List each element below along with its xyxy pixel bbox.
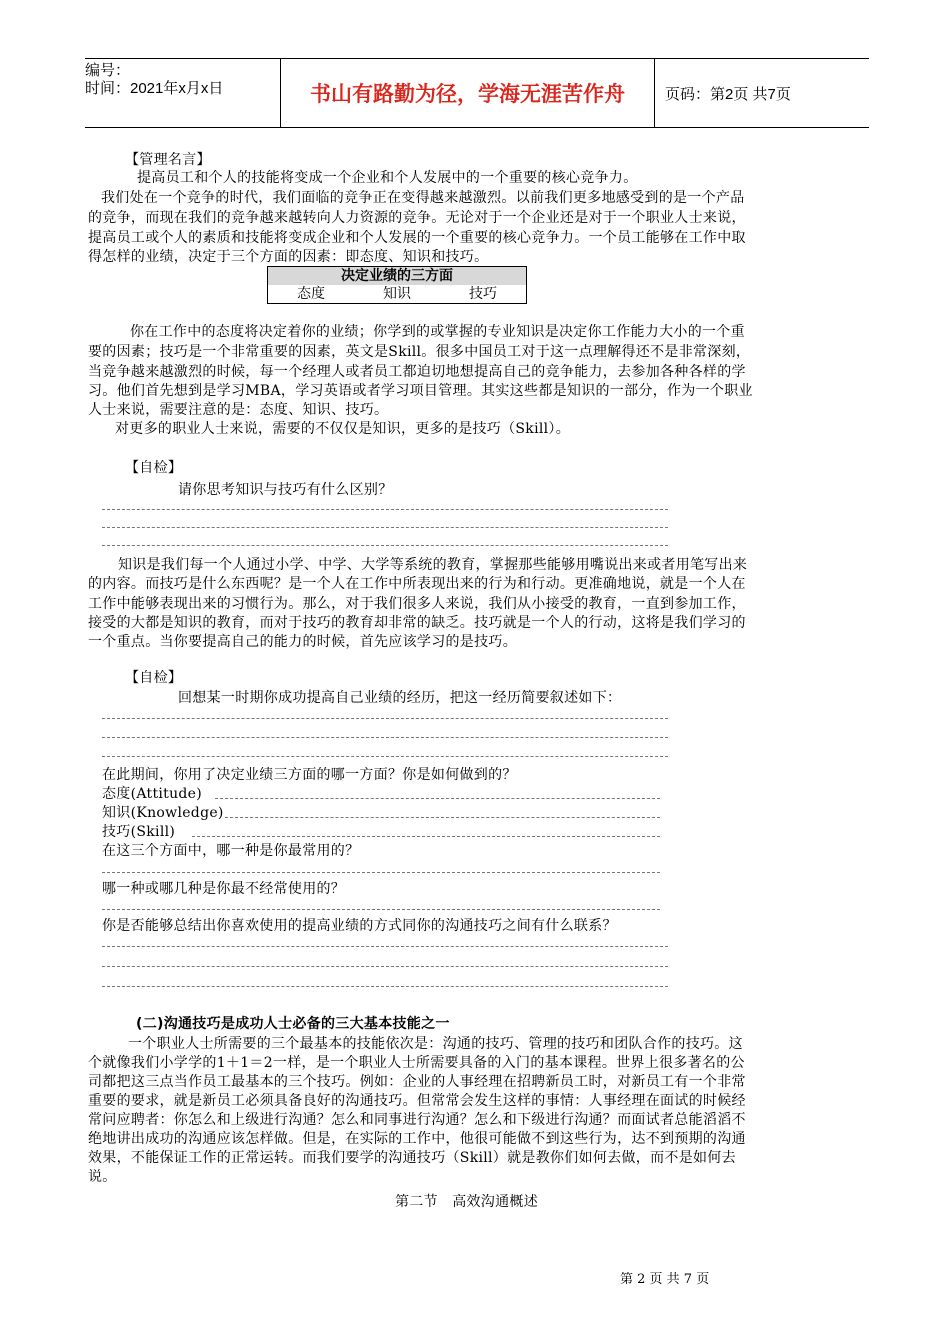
para-line: 对更多的职业人士来说，需要的不仅仅是知识，更多的是技巧（Skill）。	[115, 421, 571, 437]
para-line: 知识是我们每一个人通过小学、中学、大学等系统的教育，掌握那些能够用嘴说出来或者用笔写出来	[118, 557, 748, 573]
self-check-question: 请你思考知识与技巧有什么区别？	[178, 482, 393, 498]
time-label: 时间：2021年x月x日	[85, 80, 224, 97]
page-footer: 第 2 页 共 7 页	[620, 1272, 710, 1287]
para-line: 你在工作中的态度将决定着你的业绩；你学到的或掌握的专业知识是决定你工作能力大小的一个重	[130, 324, 745, 340]
question-text: 哪一种或哪几种是你最不经常使用的？	[102, 881, 346, 897]
answer-line[interactable]	[102, 872, 660, 873]
skill-label: 技巧(Skill)	[102, 824, 176, 840]
table-cell: 态度	[297, 286, 325, 302]
answer-line[interactable]	[102, 966, 668, 967]
para-line: 绝地讲出成功的沟通应该怎样做。但是，在实际的工作中，他很可能做不到这些行为，达不到预期的沟通	[88, 1131, 746, 1147]
heading-self-check: 【自检】	[125, 670, 183, 686]
number-label: 编号：	[85, 62, 131, 79]
para-line: 个就像我们小学学的1＋1＝2一样，是一个职业人士所需要具备的入门的基本课程。世界上很多著名的公	[88, 1055, 745, 1071]
answer-line[interactable]	[102, 946, 668, 947]
para-line: 说。	[88, 1169, 117, 1185]
para-line: 重要的要求，就是新员工必须具备良好的沟通技巧。但常常会发生这样的事情：人事经理在面试的时候经	[88, 1093, 746, 1109]
answer-line[interactable]	[215, 798, 660, 799]
answer-line[interactable]	[102, 986, 668, 987]
para-line: 我们处在一个竞争的时代，我们面临的竞争正在变得越来越激烈。以前我们更多地感受到的是一个产品	[101, 190, 745, 206]
header-page-info: 页码：第2页 共7页	[665, 85, 791, 103]
question-text: 在这三个方面中，哪一种是你最常用的？	[102, 843, 360, 859]
header-left	[85, 59, 280, 127]
para-line: 一个重点。当你要提高自己的能力的时候，首先应该学习的是技巧。	[88, 634, 517, 650]
quote-text: 提高员工和个人的技能将变成一个企业和个人发展中的一个重要的核心竞争力。	[137, 170, 638, 186]
para-line: 习。他们首先想到是学习MBA，学习英语或者学习项目管理。其实这些都是知识的一部分，作为一个职业	[88, 383, 753, 399]
answer-line[interactable]	[102, 527, 668, 528]
section-heading: (二)沟通技巧是成功人士必备的三大基本技能之一	[136, 1016, 450, 1032]
table-title: 决定业绩的三方面	[268, 267, 526, 285]
answer-line[interactable]	[102, 509, 668, 510]
para-line: 得怎样的业绩，决定于三个方面的因素：即态度、知识和技巧。	[88, 249, 489, 265]
para-line: 工作中能够表现出来的习惯行为。那么，对于我们很多人来说，我们从小接受的教育，一直到参加工作，	[88, 596, 746, 612]
question-text: 你是否能够总结出你喜欢使用的提高业绩的方式同你的沟通技巧之间有什么联系？	[102, 918, 617, 934]
answer-line[interactable]	[102, 756, 668, 757]
table-cell: 技巧	[469, 286, 497, 302]
knowledge-label: 知识(Knowledge)	[102, 805, 224, 821]
question-text: 在此期间，你用了决定业绩三方面的哪一方面？你是如何做到的？	[102, 767, 517, 783]
para-line: 当竞争越来越激烈的时候，每一个经理人或者员工都迫切地想提高自己的竞争能力，去参加各种各样的学	[88, 364, 746, 380]
performance-table	[267, 266, 527, 304]
attitude-label: 态度(Attitude)	[102, 786, 203, 802]
para-line: 人士来说，需要注意的是：态度、知识、技巧。	[88, 402, 389, 418]
answer-line[interactable]	[225, 817, 660, 818]
para-line: 接受的大都是知识的教育，而对于技巧的教育却非常的缺乏。技巧就是一个人的行动，这将是我们学习的	[88, 615, 746, 631]
para-line: 常问应聘者：你怎么和上级进行沟通？怎么和同事进行沟通？怎么和下级进行沟通？而面试者总能滔滔不	[88, 1112, 746, 1128]
para-line: 要的因素；技巧是一个非常重要的因素，英文是Skill。很多中国员工对于这一点理解得还不是非常深刻，	[88, 344, 751, 360]
para-line: 效果，不能保证工作的正常运转。而我们要学的沟通技巧（Skill）就是教你们如何去做，而不是如何去	[88, 1150, 736, 1166]
para-line: 司都把这三点当作员工最基本的三个技巧。例如：企业的人事经理在招聘新员工时，对新员工有一个非常	[88, 1074, 746, 1090]
para-line: 一个职业人士所需要的三个最基本的技能依次是：沟通的技巧、管理的技巧和团队合作的技巧。这	[128, 1036, 743, 1052]
section-subtitle: 第二节 高效沟通概述	[395, 1194, 538, 1210]
answer-line[interactable]	[102, 737, 668, 738]
page-header	[85, 58, 869, 128]
answer-line[interactable]	[102, 545, 668, 546]
para-line: 的内容。而技巧是什么东西呢？是一个人在工作中所表现出来的行为和行动。更准确地说，就是一个人在	[88, 576, 746, 592]
table-cell: 知识	[383, 286, 411, 302]
answer-line[interactable]	[102, 909, 660, 910]
heading-self-check: 【自检】	[125, 460, 183, 476]
table-row	[268, 285, 526, 303]
self-check-question: 回想某一时期你成功提高自己业绩的经历，把这一经历简要叙述如下：	[178, 690, 622, 706]
header-motto: 书山有路勤为径，学海无涯苦作舟	[280, 59, 655, 127]
para-line: 的竞争，而现在我们的竞争越来越转向人力资源的竞争。无论对于一个企业还是对于一个职业人士来说，	[88, 210, 746, 226]
para-line: 提高员工或个人的素质和技能将变成企业和个人发展的一个重要的核心竞争力。一个员工能够在工作中取	[88, 230, 746, 246]
answer-line[interactable]	[192, 836, 660, 837]
heading-quote: 【管理名言】	[125, 152, 211, 168]
answer-line[interactable]	[102, 718, 668, 719]
